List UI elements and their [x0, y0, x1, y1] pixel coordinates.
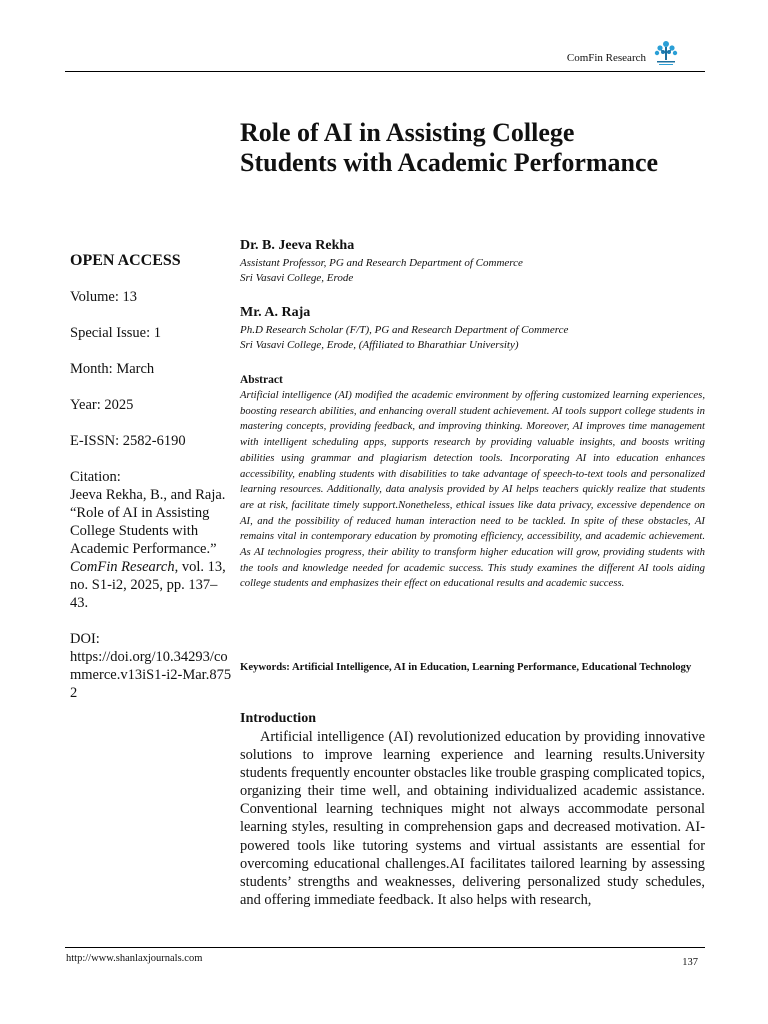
- citation: [70, 468, 235, 612]
- author-name: Mr. A. Raja: [240, 305, 311, 320]
- introduction-section: [240, 711, 705, 909]
- abstract-section: [240, 374, 705, 592]
- citation-text: [70, 486, 235, 612]
- page-number: 137: [682, 957, 698, 968]
- citation-label: Citation:: [70, 469, 121, 485]
- author-block: [240, 238, 710, 286]
- tree-logo-icon: [652, 38, 680, 68]
- e-issn: E-ISSN: 2582-6190: [70, 433, 186, 449]
- author-institution: Sri Vasavi College, Erode: [240, 272, 354, 284]
- year: Year: 2025: [70, 397, 134, 413]
- keywords: Keywords: Artificial Intelligence, AI in Education, Learning Performance, Educational Technology: [240, 661, 692, 673]
- author-affiliation: Ph.D Research Scholar (F/T), PG and Research Department of Commerce: [240, 324, 569, 336]
- abstract-text: Artificial intelligence (AI) modified the academic environment by offering customized learning experiences, boosting research abilities, and enhancing overall student achievement. AI tools support college students in mastering concepts, providing feedback, and improving thinking. Moreover, AI improves time management with intelligent scheduling apps, supports research by providing valuable insights, and boosts writing abilities using grammar and plagiarism detection tools. Incorporating AI into education enhances accessibility, enabling students with disabilities to take advantage of speech-to-text tools and personalized learning resources. Additionally, data analysis provided by AI helps teachers quickly realize that students are at risk, facilitate timely support.Nonetheless, ethical issues like data privacy, excessive dependence on AI, and the possibility of reduced human interaction need to be tackled. In spite of these obstacles, AI remains vital in contemporary education by promoting efficiency, accessibility, and academic achievement. As AI technologies progress, their ability to transform higher education will grow, providing students with the tools and knowledge needed for academic success. This study examines the different AI tools aiding college students and emphasizes their effect on educational results and academic success.: [240, 389, 705, 590]
- author-institution: Sri Vasavi College, Erode, (Affiliated to Bharathiar University): [240, 339, 519, 351]
- article-info-sidebar: [70, 252, 235, 702]
- citation-authors-title: Jeeva Rekha, B., and Raja. “Role of AI in Assisting College Students with Academic Performance.”: [70, 487, 226, 557]
- volume: Volume: 13: [70, 289, 137, 305]
- introduction-text: Artificial intelligence (AI) revolutionized education by providing innovative solutions to improve learning experience and learning results.University students frequently encounter obstacles like trouble grasping complicated topics, organizing their time well, and obtaining individualized academic assistance. Conventional learning techniques might not always accommodate personal learning styles, resulting in comprehension gaps and decreased motivation. AI-powered tools like tutoring systems and virtual assistants are essential for overcoming educational challenges.AI facilitates tailored learning by assessing students’ strengths and weaknesses, delivering personalized study schedules, and offering immediate feedback. It also helps with research,: [240, 729, 705, 908]
- citation-journal: ComFin Research: [70, 559, 175, 575]
- abstract-heading: Abstract: [240, 374, 283, 386]
- doi-link[interactable]: https://doi.org/10.34293/commerce.v13iS1-i2-Mar.8752: [70, 649, 232, 701]
- journal-brand: [567, 38, 680, 68]
- author-block: [240, 305, 710, 353]
- author-affiliation: Assistant Professor, PG and Research Department of Commerce: [240, 257, 523, 269]
- citation-details: , vol. 13, no. S1-i2, 2025, pp. 137–43.: [70, 559, 226, 611]
- header-divider: [65, 71, 705, 72]
- journal-name: ComFin Research: [566, 52, 646, 64]
- author-name: Dr. B. Jeeva Rekha: [240, 238, 355, 253]
- footer-divider: [65, 947, 705, 948]
- doi: [70, 630, 235, 702]
- journal-website-link[interactable]: http://www.shanlaxjournals.com: [66, 953, 203, 964]
- special-issue: Special Issue: 1: [70, 325, 162, 341]
- open-access-label: OPEN ACCESS: [70, 252, 181, 269]
- paper-title: Role of AI in Assisting College Students with Academic Performance: [240, 118, 659, 177]
- introduction-heading: Introduction: [240, 711, 316, 726]
- month: Month: March: [70, 361, 155, 377]
- doi-label: DOI:: [70, 631, 100, 647]
